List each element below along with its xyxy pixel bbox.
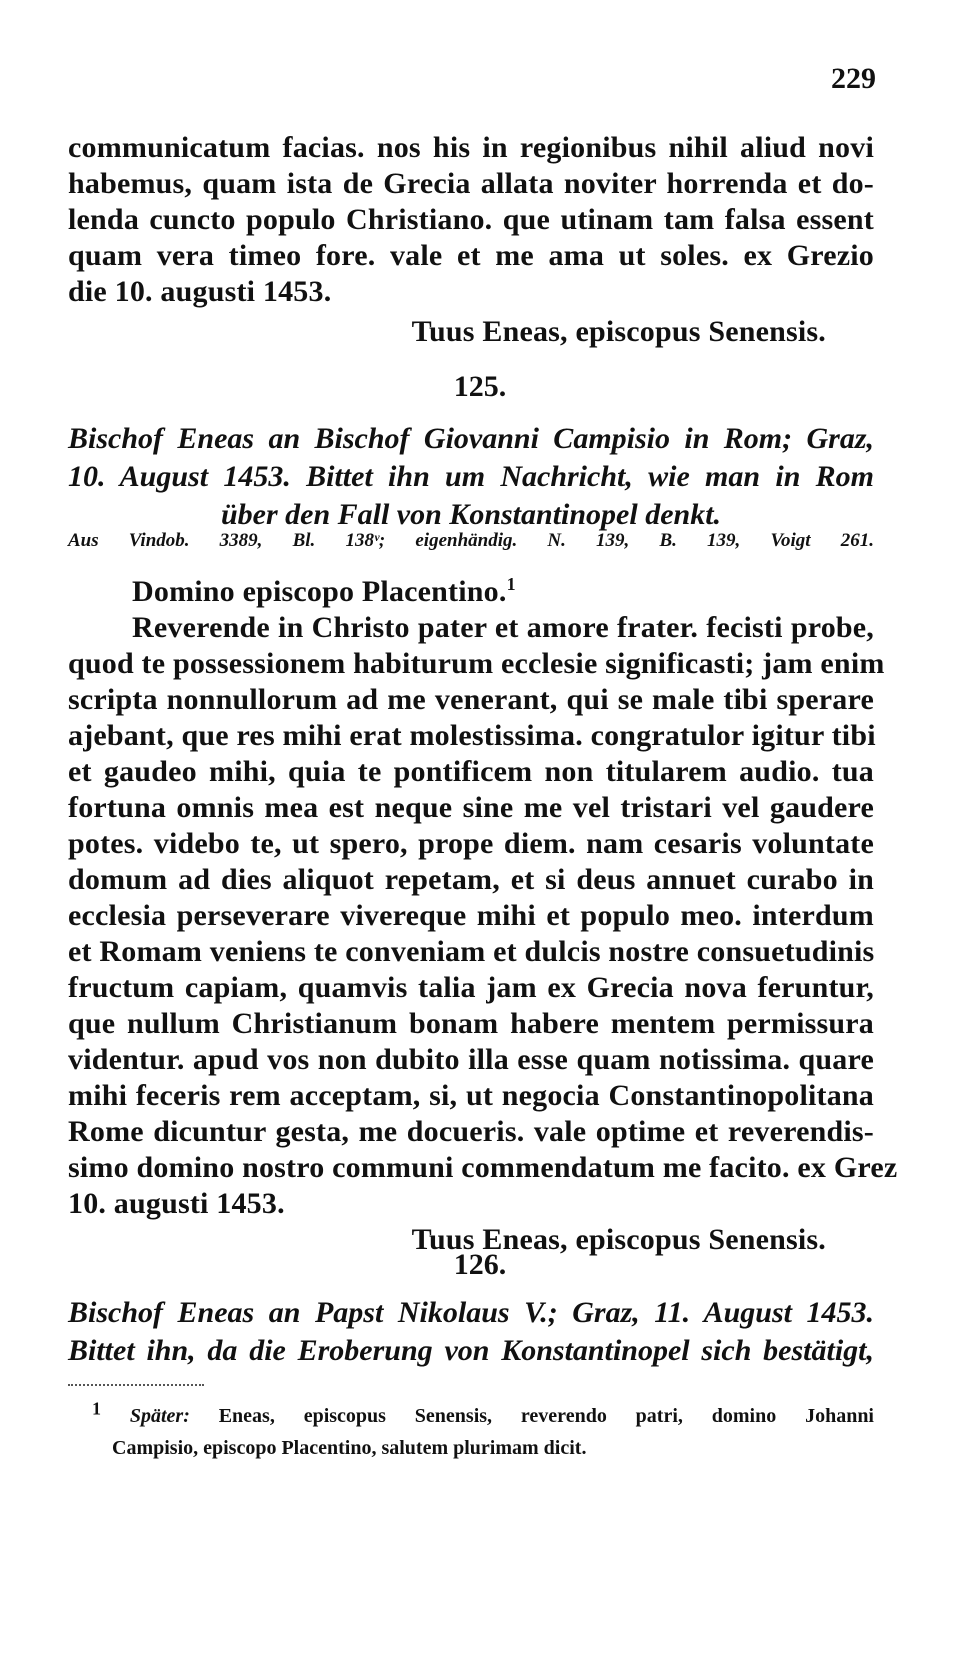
letter-heading: [68, 1294, 874, 1370]
footnote-mark: 1: [506, 574, 516, 594]
footnote-line: Campisio, episcopo Placentino, salutem plurimam dicit.: [112, 1437, 587, 1459]
text-line: 10. augusti 1453.: [68, 1187, 285, 1220]
source-line: Aus Vindob. 3389, Bl. 138ᵛ; eigenhändig. N. 139, B. 139, Voigt 261.: [68, 530, 874, 551]
letter-heading: [68, 420, 874, 534]
footnote-mark: 1: [92, 1398, 101, 1419]
text-line: Reverende in Christo pater et amore frater. fecisti probe,: [132, 611, 874, 644]
text-line: domum ad dies aliquot repetam, et si deus annuet curabo in: [68, 863, 874, 896]
page-number: 229: [831, 62, 876, 95]
heading-line: Bischof Eneas an Bischof Giovanni Campisio in Rom; Graz,: [68, 422, 874, 455]
letter-number: 126.: [453, 1248, 507, 1281]
text-line: et gaudeo mihi, quia te pontificem non titularem audio. tua: [68, 755, 874, 788]
heading-line: Bischof Eneas an Papst Nikolaus V.; Graz, 11. August 1453.: [68, 1296, 874, 1329]
letter-body: [68, 574, 898, 1258]
text-line: fortuna omnis mea est neque sine me vel tristari vel gaudere: [68, 791, 874, 824]
text-line: ajebant, que res mihi erat molestissima. congratulor igitur tibi: [68, 719, 876, 752]
text-line: quam vera timeo fore. vale et me ama ut soles. ex Grezio: [68, 239, 874, 272]
text-line: fructum capiam, quamvis talia jam ex Grecia nova feruntur,: [68, 971, 874, 1004]
text-line: mihi feceris rem acceptam, si, ut negocia Constantinopolitana: [68, 1079, 874, 1112]
text-line: lenda cuncto populo Christiano. que utinam tam falsa essent: [68, 203, 874, 236]
heading-line: 10. August 1453. Bittet ihn um Nachricht, wie man in Rom: [68, 460, 874, 493]
text-line: videntur. apud vos non dubito illa esse quam notissima. quare: [68, 1043, 874, 1076]
text-line: quod te possessionem habiturum ecclesie significasti; jam enim: [68, 647, 885, 680]
text-line: simo domino nostro communi commendatum me facito. ex Grez: [68, 1151, 898, 1184]
top-paragraph: [68, 130, 874, 350]
text-line: die 10. augusti 1453.: [68, 275, 332, 308]
text-line: scripta nonnullorum ad me venerant, qui se male tibi sperare: [68, 683, 874, 716]
text-line: Rome dicuntur gesta, me docueris. vale optime et reverendis-: [68, 1115, 874, 1148]
text-line: potes. videbo te, ut spero, prope diem. nam cesaris voluntate: [68, 827, 874, 860]
text-line: ecclesia perseverare vivereque mihi et populo meo. interdum: [68, 899, 874, 932]
footnote-divider: [68, 1384, 204, 1386]
address-line: [68, 574, 874, 610]
text-line: et Romam veniens te conveniam et dulcis nostre consuetudinis: [68, 935, 875, 968]
text-line: communicatum facias. nos his in regionibus nihil aliud novi: [68, 131, 874, 164]
footnote: [68, 1400, 874, 1464]
footnote-text: Eneas, episcopus Senensis, reverendo patri, domino Johanni: [218, 1405, 874, 1427]
text-line: que nullum Christianum bonam habere mentem permissura: [68, 1007, 874, 1040]
signature: Tuus Eneas, episcopus Senensis.: [411, 315, 826, 348]
heading-line: über den Fall von Konstantinopel denkt.: [220, 498, 722, 531]
address-text: Domino episcopo Placentino.: [132, 575, 507, 608]
source-note: [68, 526, 874, 556]
text-line: habemus, quam ista de Grecia allata noviter horrenda et do-: [68, 167, 874, 200]
signature: Tuus Eneas, episcopus Senensis.: [411, 1223, 826, 1256]
letter-number: 125.: [453, 370, 507, 403]
heading-line: Bittet ihn, da die Eroberung von Konstantinopel sich bestätigt,: [68, 1334, 874, 1367]
footnote-label: Später:: [129, 1405, 190, 1427]
footnote-line: [68, 1400, 874, 1432]
